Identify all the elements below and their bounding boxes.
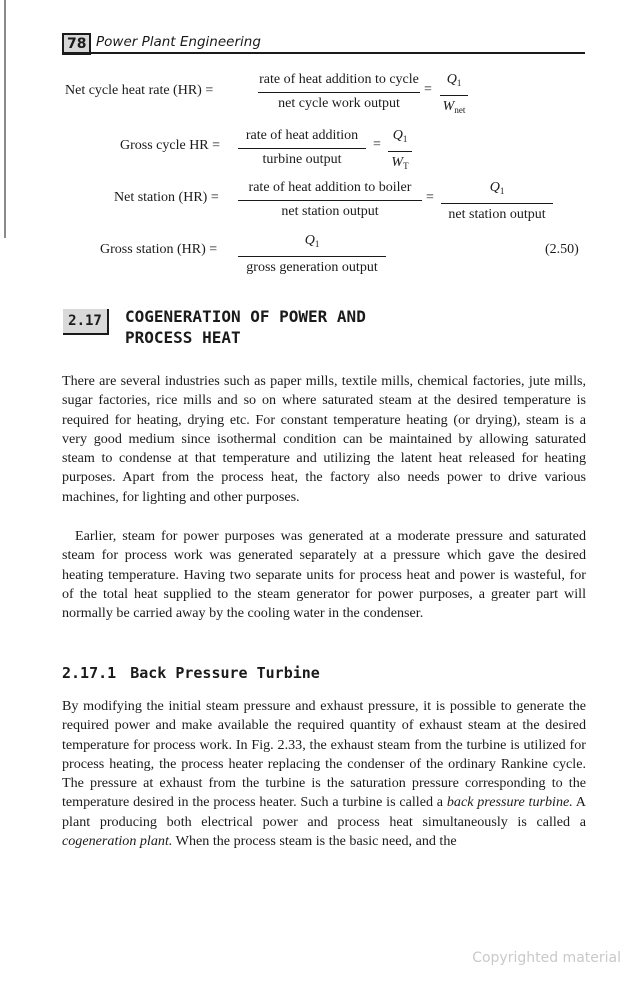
fraction-denominator: net cycle work output <box>258 92 420 114</box>
fraction-denominator: gross generation output <box>238 256 386 278</box>
equation-rhs-fraction <box>441 178 553 225</box>
equals-sign: = <box>424 82 432 97</box>
page-number: 78 <box>62 33 91 55</box>
fraction-numerator: rate of heat addition to cycle <box>259 72 419 87</box>
equation-net-cycle-heat-rate <box>0 70 638 116</box>
subsection-heading <box>62 664 320 682</box>
equation-fraction <box>238 126 366 170</box>
equation-label: Net station (HR) = <box>114 190 219 205</box>
fraction-denominator: net station output <box>238 200 422 222</box>
fraction-denominator: turbine output <box>238 148 366 170</box>
subsection-title: Back Pressure Turbine <box>130 664 320 682</box>
equation-fraction <box>258 70 420 114</box>
paragraph-2: Earlier, steam for power purposes was generated at a moderate pressure and saturated steam for process work was generated separately at a pressure which gave the desired heating temperature. Having two separate units for process heat and power is wasteful, for of the total heat supplied to the steam generator for power purposes, a greater part will normally be carried away by the cooling water in the condenser. <box>62 528 586 622</box>
term-cogeneration-plant: cogeneration plant. <box>62 833 173 850</box>
equation-number: (2.50) <box>545 242 579 257</box>
running-header <box>62 33 585 53</box>
equation-label: Gross station (HR) = <box>100 242 218 257</box>
section-title-line1: COGENERATION OF POWER AND <box>125 307 366 326</box>
equation-rhs-fraction <box>440 70 468 120</box>
rhs-numerator: $Q_1$ <box>446 72 462 88</box>
paragraph-3-text-b: A plant producing both electrical power and process heat simultaneously is called a <box>62 794 586 830</box>
fraction-numerator: rate of heat addition to boiler <box>248 180 412 195</box>
section-title-line2: PROCESS HEAT <box>125 328 241 347</box>
paragraph-3-text-a: By modifying the initial steam pressure and exhaust pressure, it is possible to generate the required power and make available the required quantity of exhaust steam at the desired temperature for process work. In Fig. 2.33, the exhaust steam from the turbine is utilized for process heating, the process heater replacing the condenser of the ordinary Rankine cycle. The pressure at exhaust from the turbine is the saturation pressure corresponding to the temperature desired in the process heater. Such a turbine is called a <box>62 698 586 811</box>
rhs-numerator: $Q_1$ <box>392 128 408 144</box>
rhs-denominator: $W_T$ <box>388 151 412 176</box>
fraction-numerator: $Q_1$ <box>304 233 320 249</box>
section-number: 2.17 <box>63 309 109 335</box>
equation-fraction <box>238 178 422 222</box>
section-title <box>125 306 545 348</box>
rhs-denominator: net station output <box>441 203 553 225</box>
equation-label: Gross cycle HR = <box>120 138 221 153</box>
paragraph-3-text-c: When the process steam is the basic need, and the <box>172 833 457 850</box>
equals-sign: = <box>426 190 434 205</box>
copyright-watermark: Copyrighted material <box>472 950 621 966</box>
equation-gross-station-heat-rate <box>0 231 638 277</box>
subsection-number: 2.17.1 <box>62 664 117 682</box>
equation-rhs-fraction <box>388 126 412 176</box>
running-title: Power Plant Engineering <box>96 34 261 50</box>
equation-net-station-heat-rate <box>0 178 638 224</box>
fraction-numerator: rate of heat addition <box>245 128 359 143</box>
equation-label: Net cycle heat rate (HR) = <box>65 83 214 98</box>
term-back-pressure-turbine: back pressure turbine. <box>446 794 573 811</box>
paragraph-1: There are several industries such as paper mills, textile mills, chemical factories, jute mills, sugar factories, rice mills and so on where saturated steam at the desired temperature is required for heating, drying etc. For constant temperature heating (or drying), steam is a very good medium since isothermal condition can be maintained by allowing saturated steam to condense at that temperature and utilizing the latent heat released for heating purposes. Apart from the process heat, the factory also needs power to drive various machines, for lighting and other purposes. <box>62 373 586 505</box>
equation-fraction <box>238 231 386 278</box>
equals-sign: = <box>373 137 381 152</box>
equation-gross-cycle-heat-rate <box>0 126 638 172</box>
header-rule <box>62 52 585 54</box>
rhs-denominator: $W_{net}$ <box>440 95 468 120</box>
rhs-numerator: $Q_1$ <box>489 180 505 196</box>
paragraph-3 <box>62 697 586 851</box>
